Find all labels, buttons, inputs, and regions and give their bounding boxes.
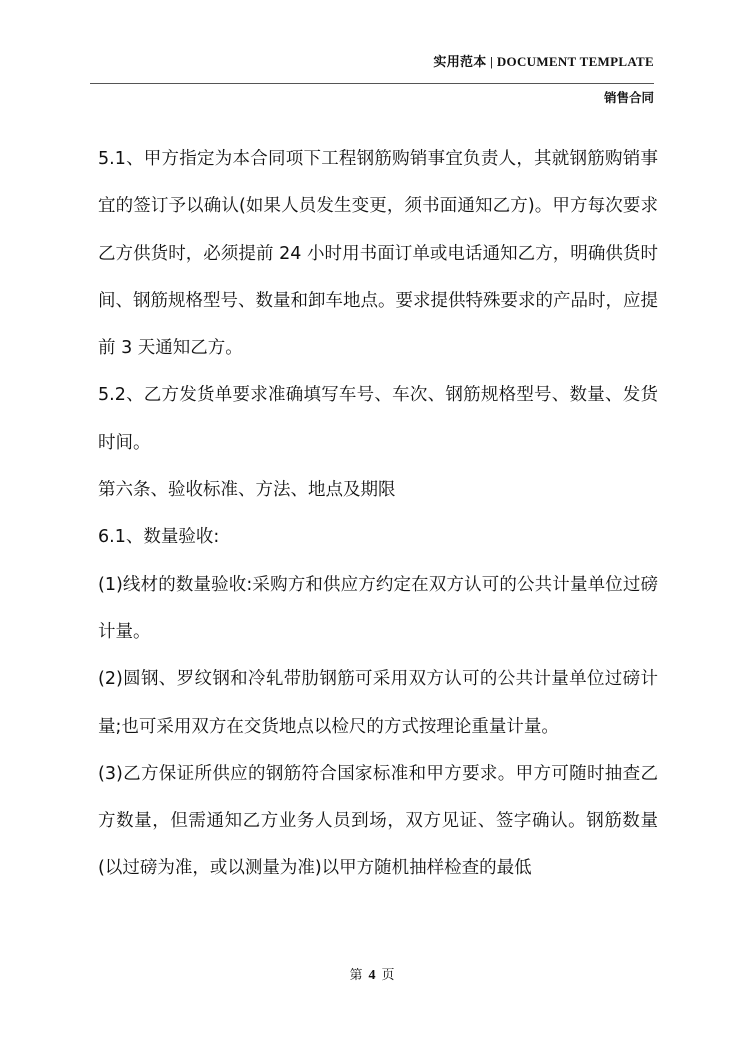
paragraph-item-1: (1)线材的数量验收:采购方和供应方约定在双方认可的公共计量单位过磅计量。 (98, 574, 658, 642)
paragraph-5-1: 5.1、甲方指定为本合同项下工程钢筋购销事宜负责人，其就钢筋购销事宜的签订予以确认(如果人员发生变更，须书面通知乙方)。甲方每次要求乙方供货时，必须提前 24 小时用书面订单或电话通知乙方，明确供货时间、钢筋规格型号、数量和卸车地点。要求提供特殊要求的产品时，应提前 3 天通知乙方。 (98, 149, 658, 359)
paragraph-6-1: 6.1、数量验收: (98, 527, 220, 548)
paragraph-5-2: 5.2、乙方发货单要求准确填写车号、车次、钢筋规格型号、数量、发货时间。 (98, 385, 658, 453)
header-subtitle: 销售合同 (603, 91, 654, 105)
header-divider (90, 83, 654, 84)
header-title: 实用范本 | DOCUMENT TEMPLATE (433, 54, 654, 69)
paragraph-item-3: (3)乙方保证所供应的钢筋符合国家标准和甲方要求。甲方可随时抽查乙方数量，但需通知乙方业务人员到场，双方见证、签字确认。钢筋数量(以过磅为准，或以测量为准)以甲方随机抽样检查的最低 (98, 763, 658, 879)
page-number: 4 (368, 968, 376, 983)
document-body (98, 136, 658, 893)
footer-suffix: 页 (381, 968, 395, 983)
footer-prefix: 第 (349, 968, 363, 983)
page-footer (0, 964, 744, 984)
section-heading-6: 第六条、验收标准、方法、地点及期限 (98, 480, 396, 501)
paragraph-item-2: (2)圆钢、罗纹钢和冷轧带肋钢筋可采用双方认可的公共计量单位过磅计量;也可采用双方在交货地点以检尺的方式按理论重量计量。 (98, 669, 658, 737)
